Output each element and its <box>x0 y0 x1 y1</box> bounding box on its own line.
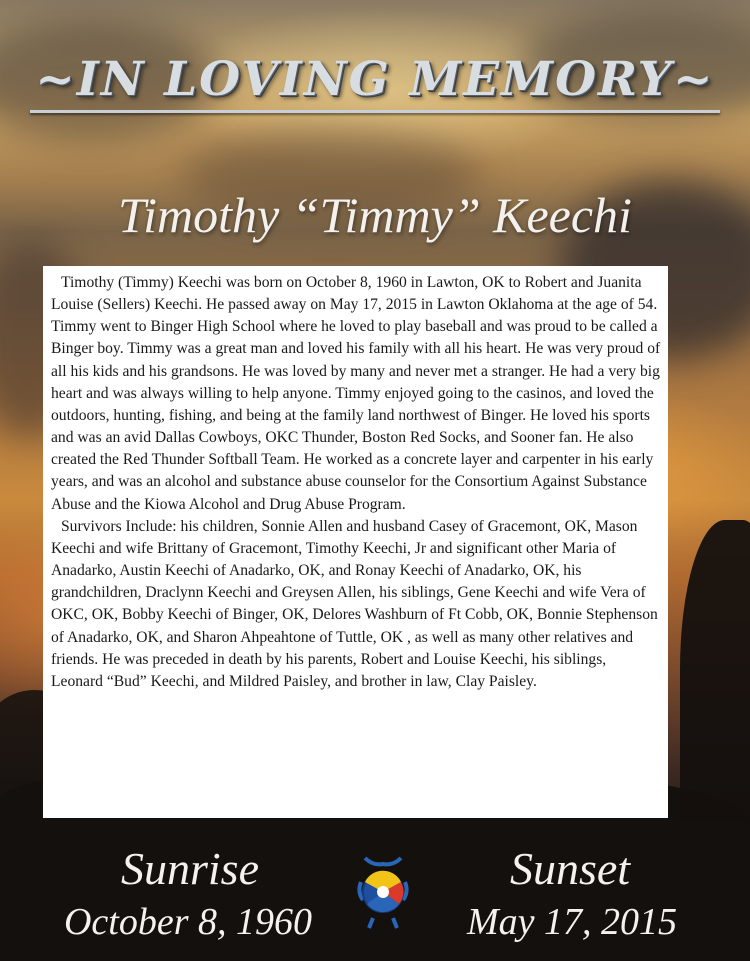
title-underline <box>30 110 720 113</box>
page-title: ~IN LOVING MEMORY~ <box>35 52 715 107</box>
obituary-paragraph-biography: Timothy (Timmy) Keechi was born on October 8, 1960 in Lawton, OK to Robert and Juanita Louise (Sellers) Keechi. He passed away on May 17, 2015 in Lawton Oklahoma at the age of 54. Timmy went to Binger High School where he loved to play baseball and was proud to be called a Binger boy. Timmy was a great man and loved his family with all his heart. He was very proud of all his kids and his grandsons. He was loved by many and never met a stranger. He had a very big heart and was always willing to help anyone. Timmy enjoyed going to the casinos, and loved the outdoors, hunting, fishing, and being at the family land northwest of Binger. He loved his sports and was an avid Dallas Cowboys, OKC Thunder, Boston Red Socks, and Sooner fan. He also created the Red Thunder Softball Team. He worked as a concrete layer and carpenter in his early years, and was an alcohol and substance abuse counselor for the Consortium Against Substance Abuse and the Kiowa Alcohol and Drug Abuse Program. <box>51 274 661 513</box>
sunrise-date: October 8, 1960 <box>63 901 313 943</box>
obituary-panel <box>43 266 668 818</box>
obituary-paragraph-survivors: Survivors Include: his children, Sonnie Allen and husband Casey of Gracemont, OK, Mason Keechi and wife Brittany of Gracemont, Timothy Keechi, Jr and significant other Maria of Anadarko, Austin Keechi of Anadarko, OK, and Ronay Keechi of Anadarko, OK, his grandchildren, Draclynn Keechi and Greysen Allen, his siblings, Gene Keechi and wife Vera of OKC, OK, Bobby Keechi of Binger, OK, Delores Washburn of Ft Cobb, OK, Bonnie Stephenson of Anadarko, OK, and Sharon Ahpeahtone of Tuttle, OK , as well as many other relatives and friends. He was preceded in death by his parents, Robert and Louise Keechi, his siblings, Leonard “Bud” Keechi, and Mildred Paisley, and brother in law, Clay Paisley. <box>51 517 658 690</box>
deceased-name: Timothy “Timmy” Keechi <box>118 187 632 243</box>
native-shield-emblem-icon <box>353 852 413 932</box>
sunset-date: May 17, 2015 <box>466 901 678 943</box>
sunrise-label: Sunrise <box>121 843 259 894</box>
tree-silhouette <box>680 520 750 820</box>
sunset-label: Sunset <box>509 843 631 894</box>
